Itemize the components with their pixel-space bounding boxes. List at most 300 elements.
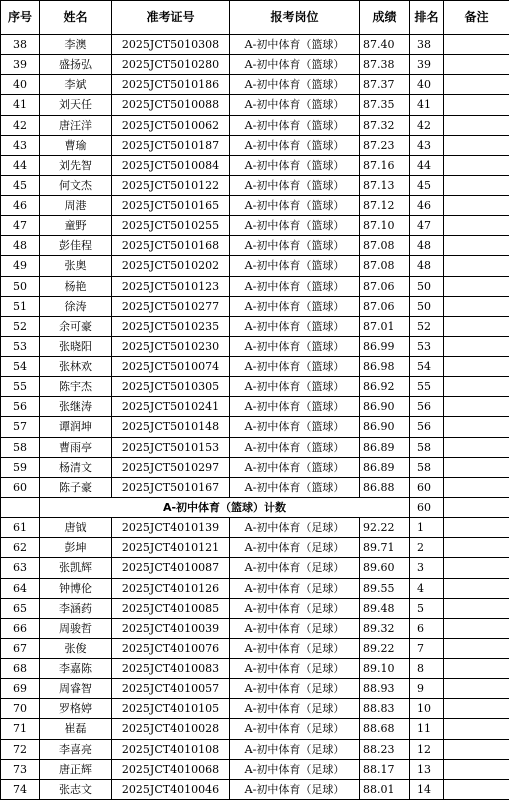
cell-rank: 46 [410, 196, 444, 216]
table-row [1, 216, 509, 236]
cell-name: 李涵药 [40, 598, 112, 618]
cell-rank: 48 [410, 256, 444, 276]
cell-ticket: 2025JCT4010039 [112, 618, 230, 638]
cell-seq: 48 [1, 236, 40, 256]
cell-post: A-初中体育（篮球） [230, 316, 360, 336]
cell-ticket: 2025JCT5010088 [112, 95, 230, 115]
cell-note [444, 538, 509, 558]
cell-seq: 50 [1, 276, 40, 296]
table-row [1, 618, 509, 638]
cell-seq: 73 [1, 759, 40, 779]
cell-score: 87.12 [360, 196, 410, 216]
cell-note [444, 739, 509, 759]
cell-seq: 52 [1, 316, 40, 336]
cell-score: 86.90 [360, 417, 410, 437]
cell-ticket: 2025JCT5010230 [112, 336, 230, 356]
cell-score: 86.90 [360, 397, 410, 417]
cell-name: 周骏哲 [40, 618, 112, 638]
cell-name: 周睿智 [40, 679, 112, 699]
cell-note [444, 397, 509, 417]
cell-note [444, 377, 509, 397]
cell-note [444, 759, 509, 779]
cell-note [444, 719, 509, 739]
cell-ticket: 2025JCT4010087 [112, 558, 230, 578]
cell-seq: 60 [1, 477, 40, 497]
table-row [1, 659, 509, 679]
table-row [1, 538, 509, 558]
cell-rank: 43 [410, 135, 444, 155]
cell-name: 杨艳 [40, 276, 112, 296]
cell-rank: 41 [410, 95, 444, 115]
cell-ticket: 2025JCT4010085 [112, 598, 230, 618]
cell-note [444, 216, 509, 236]
table-row [1, 477, 509, 497]
cell-score: 87.06 [360, 276, 410, 296]
cell-name: 何文杰 [40, 175, 112, 195]
cell-score: 86.98 [360, 357, 410, 377]
cell-seq: 43 [1, 135, 40, 155]
cell-score: 87.16 [360, 155, 410, 175]
cell-rank: 8 [410, 659, 444, 679]
cell-rank: 47 [410, 216, 444, 236]
cell-name: 陈子豪 [40, 477, 112, 497]
header-score: 成绩 [360, 1, 410, 35]
cell-score: 87.23 [360, 135, 410, 155]
table-row [1, 55, 509, 75]
cell-name: 唐钺 [40, 518, 112, 538]
cell-seq: 74 [1, 779, 40, 799]
cell-seq: 40 [1, 75, 40, 95]
cell-rank: 11 [410, 719, 444, 739]
cell-post: A-初中体育（足球） [230, 779, 360, 799]
cell-ticket: 2025JCT5010074 [112, 357, 230, 377]
cell-name: 钟博伦 [40, 578, 112, 598]
cell-ticket: 2025JCT5010122 [112, 175, 230, 195]
cell-post: A-初中体育（篮球） [230, 256, 360, 276]
cell-score: 87.32 [360, 115, 410, 135]
cell-rank: 48 [410, 236, 444, 256]
cell-name: 唐正辉 [40, 759, 112, 779]
cell-seq: 53 [1, 336, 40, 356]
cell-rank: 13 [410, 759, 444, 779]
cell-seq: 66 [1, 618, 40, 638]
cell-ticket: 2025JCT4010028 [112, 719, 230, 739]
cell-name: 童野 [40, 216, 112, 236]
cell-seq: 67 [1, 638, 40, 658]
cell-score: 89.22 [360, 638, 410, 658]
cell-score: 89.10 [360, 659, 410, 679]
cell-note [444, 135, 509, 155]
cell-rank: 52 [410, 316, 444, 336]
cell-post: A-初中体育（篮球） [230, 477, 360, 497]
cell-ticket: 2025JCT5010297 [112, 457, 230, 477]
table-row [1, 518, 509, 538]
cell-seq: 38 [1, 35, 40, 55]
cell-seq: 47 [1, 216, 40, 236]
table-row [1, 236, 509, 256]
cell-post: A-初中体育（足球） [230, 719, 360, 739]
cell-ticket: 2025JCT5010235 [112, 316, 230, 336]
cell-name: 周港 [40, 196, 112, 216]
basketball-rows [1, 35, 509, 498]
table-row [1, 95, 509, 115]
table-row [1, 417, 509, 437]
cell-post: A-初中体育（篮球） [230, 75, 360, 95]
cell-name: 盛扬弘 [40, 55, 112, 75]
cell-rank: 7 [410, 638, 444, 658]
cell-rank: 58 [410, 457, 444, 477]
cell-note [444, 75, 509, 95]
table-row [1, 316, 509, 336]
cell-note [444, 55, 509, 75]
cell-rank: 53 [410, 336, 444, 356]
cell-ticket: 2025JCT5010255 [112, 216, 230, 236]
table-row [1, 598, 509, 618]
table-row [1, 638, 509, 658]
cell-ticket: 2025JCT4010057 [112, 679, 230, 699]
cell-name: 刘先智 [40, 155, 112, 175]
table-row [1, 357, 509, 377]
cell-rank: 58 [410, 437, 444, 457]
cell-score: 87.08 [360, 256, 410, 276]
table-row [1, 779, 509, 799]
cell-name: 曹瑜 [40, 135, 112, 155]
cell-score: 86.88 [360, 477, 410, 497]
cell-ticket: 2025JCT5010308 [112, 35, 230, 55]
cell-score: 89.60 [360, 558, 410, 578]
cell-seq: 49 [1, 256, 40, 276]
cell-name: 张晓阳 [40, 336, 112, 356]
cell-rank: 39 [410, 55, 444, 75]
table-row [1, 115, 509, 135]
cell-score: 87.13 [360, 175, 410, 195]
table-row [1, 739, 509, 759]
cell-name: 李嘉陈 [40, 659, 112, 679]
cell-seq: 65 [1, 598, 40, 618]
cell-seq: 63 [1, 558, 40, 578]
summary-section [1, 498, 509, 518]
cell-note [444, 659, 509, 679]
cell-rank: 45 [410, 175, 444, 195]
cell-ticket: 2025JCT4010068 [112, 759, 230, 779]
cell-rank: 10 [410, 699, 444, 719]
cell-score: 89.55 [360, 578, 410, 598]
cell-ticket: 2025JCT5010148 [112, 417, 230, 437]
cell-seq: 46 [1, 196, 40, 216]
cell-note [444, 196, 509, 216]
cell-ticket: 2025JCT5010153 [112, 437, 230, 457]
cell-post: A-初中体育（足球） [230, 618, 360, 638]
cell-post: A-初中体育（足球） [230, 638, 360, 658]
header-post: 报考岗位 [230, 1, 360, 35]
cell-note [444, 437, 509, 457]
cell-note [444, 578, 509, 598]
cell-score: 88.23 [360, 739, 410, 759]
cell-note [444, 558, 509, 578]
cell-note [444, 457, 509, 477]
table-row [1, 578, 509, 598]
cell-post: A-初中体育（篮球） [230, 377, 360, 397]
cell-name: 李喜亮 [40, 739, 112, 759]
cell-seq: 51 [1, 296, 40, 316]
cell-ticket: 2025JCT5010168 [112, 236, 230, 256]
football-rows [1, 518, 509, 800]
cell-post: A-初中体育（篮球） [230, 196, 360, 216]
cell-post: A-初中体育（足球） [230, 518, 360, 538]
cell-rank: 1 [410, 518, 444, 538]
cell-score: 87.40 [360, 35, 410, 55]
table-row [1, 699, 509, 719]
cell-rank: 55 [410, 377, 444, 397]
cell-note [444, 598, 509, 618]
cell-note [444, 316, 509, 336]
cell-note [444, 155, 509, 175]
cell-ticket: 2025JCT5010187 [112, 135, 230, 155]
cell-score: 88.01 [360, 779, 410, 799]
cell-score: 87.37 [360, 75, 410, 95]
cell-ticket: 2025JCT4010105 [112, 699, 230, 719]
header-name: 姓名 [40, 1, 112, 35]
cell-score: 88.68 [360, 719, 410, 739]
cell-seq: 58 [1, 437, 40, 457]
cell-ticket: 2025JCT4010139 [112, 518, 230, 538]
cell-score: 87.35 [360, 95, 410, 115]
cell-rank: 42 [410, 115, 444, 135]
cell-name: 张林欢 [40, 357, 112, 377]
cell-ticket: 2025JCT5010084 [112, 155, 230, 175]
cell-note [444, 35, 509, 55]
cell-seq: 64 [1, 578, 40, 598]
cell-rank: 40 [410, 75, 444, 95]
cell-note [444, 638, 509, 658]
cell-seq: 61 [1, 518, 40, 538]
cell-ticket: 2025JCT5010202 [112, 256, 230, 276]
cell-seq: 59 [1, 457, 40, 477]
cell-rank: 56 [410, 417, 444, 437]
cell-score: 88.93 [360, 679, 410, 699]
cell-name: 陈宇杰 [40, 377, 112, 397]
cell-score: 88.83 [360, 699, 410, 719]
cell-post: A-初中体育（篮球） [230, 115, 360, 135]
cell-note [444, 336, 509, 356]
cell-ticket: 2025JCT5010277 [112, 296, 230, 316]
cell-ticket: 2025JCT5010123 [112, 276, 230, 296]
cell-score: 86.99 [360, 336, 410, 356]
cell-name: 彭坤 [40, 538, 112, 558]
cell-name: 张继涛 [40, 397, 112, 417]
cell-post: A-初中体育（篮球） [230, 397, 360, 417]
summary-count: 60 [410, 498, 444, 518]
cell-score: 86.89 [360, 457, 410, 477]
cell-ticket: 2025JCT5010062 [112, 115, 230, 135]
table-row [1, 457, 509, 477]
cell-rank: 3 [410, 558, 444, 578]
cell-rank: 2 [410, 538, 444, 558]
cell-score: 87.38 [360, 55, 410, 75]
cell-rank: 56 [410, 397, 444, 417]
cell-name: 罗格婷 [40, 699, 112, 719]
cell-ticket: 2025JCT5010241 [112, 397, 230, 417]
cell-post: A-初中体育（篮球） [230, 236, 360, 256]
table-row [1, 75, 509, 95]
cell-note [444, 276, 509, 296]
cell-score: 92.22 [360, 518, 410, 538]
cell-post: A-初中体育（篮球） [230, 175, 360, 195]
table-row [1, 719, 509, 739]
cell-note [444, 518, 509, 538]
cell-seq: 39 [1, 55, 40, 75]
cell-rank: 38 [410, 35, 444, 55]
cell-rank: 44 [410, 155, 444, 175]
table-row [1, 558, 509, 578]
cell-seq: 41 [1, 95, 40, 115]
cell-post: A-初中体育（篮球） [230, 135, 360, 155]
cell-note [444, 95, 509, 115]
cell-post: A-初中体育（足球） [230, 679, 360, 699]
cell-note [444, 256, 509, 276]
cell-rank: 54 [410, 357, 444, 377]
cell-seq: 42 [1, 115, 40, 135]
summary-label: A-初中体育（篮球）计数 [40, 498, 410, 518]
cell-rank: 50 [410, 276, 444, 296]
cell-score: 88.17 [360, 759, 410, 779]
cell-post: A-初中体育（篮球） [230, 276, 360, 296]
cell-name: 李澳 [40, 35, 112, 55]
cell-post: A-初中体育（足球） [230, 699, 360, 719]
cell-ticket: 2025JCT5010186 [112, 75, 230, 95]
cell-post: A-初中体育（足球） [230, 578, 360, 598]
cell-rank: 5 [410, 598, 444, 618]
cell-score: 87.10 [360, 216, 410, 236]
table-row [1, 679, 509, 699]
cell-seq: 57 [1, 417, 40, 437]
cell-seq: 54 [1, 357, 40, 377]
cell-post: A-初中体育（足球） [230, 759, 360, 779]
cell-rank: 50 [410, 296, 444, 316]
cell-score: 89.48 [360, 598, 410, 618]
cell-note [444, 115, 509, 135]
cell-score: 86.92 [360, 377, 410, 397]
cell-rank: 14 [410, 779, 444, 799]
cell-note [444, 679, 509, 699]
table-row [1, 336, 509, 356]
cell-ticket: 2025JCT5010305 [112, 377, 230, 397]
cell-post: A-初中体育（足球） [230, 659, 360, 679]
cell-post: A-初中体育（篮球） [230, 457, 360, 477]
cell-ticket: 2025JCT5010165 [112, 196, 230, 216]
cell-name: 杨清文 [40, 457, 112, 477]
cell-ticket: 2025JCT4010126 [112, 578, 230, 598]
cell-ticket: 2025JCT4010108 [112, 739, 230, 759]
cell-ticket: 2025JCT5010167 [112, 477, 230, 497]
cell-post: A-初中体育（足球） [230, 598, 360, 618]
cell-ticket: 2025JCT4010083 [112, 659, 230, 679]
cell-name: 崔磊 [40, 719, 112, 739]
cell-seq: 70 [1, 699, 40, 719]
header-rank: 排名 [410, 1, 444, 35]
cell-note [444, 175, 509, 195]
cell-post: A-初中体育（篮球） [230, 95, 360, 115]
cell-note [444, 618, 509, 638]
cell-name: 张凯辉 [40, 558, 112, 578]
table-row [1, 296, 509, 316]
cell-post: A-初中体育（篮球） [230, 437, 360, 457]
cell-name: 李斌 [40, 75, 112, 95]
cell-post: A-初中体育（篮球） [230, 35, 360, 55]
cell-post: A-初中体育（篮球） [230, 296, 360, 316]
summary-row [1, 498, 509, 518]
cell-note [444, 296, 509, 316]
cell-rank: 60 [410, 477, 444, 497]
cell-post: A-初中体育（篮球） [230, 357, 360, 377]
cell-note [444, 779, 509, 799]
cell-name: 张俊 [40, 638, 112, 658]
cell-note [444, 699, 509, 719]
table-row [1, 437, 509, 457]
cell-rank: 6 [410, 618, 444, 638]
cell-score: 89.32 [360, 618, 410, 638]
cell-seq: 44 [1, 155, 40, 175]
cell-score: 87.08 [360, 236, 410, 256]
cell-seq: 72 [1, 739, 40, 759]
cell-post: A-初中体育（足球） [230, 538, 360, 558]
cell-name: 谭润坤 [40, 417, 112, 437]
table-header [1, 1, 509, 35]
cell-rank: 4 [410, 578, 444, 598]
cell-note [444, 236, 509, 256]
cell-seq: 71 [1, 719, 40, 739]
cell-score: 86.89 [360, 437, 410, 457]
table-row [1, 196, 509, 216]
cell-note [444, 357, 509, 377]
cell-post: A-初中体育（篮球） [230, 336, 360, 356]
header-ticket: 准考证号 [112, 1, 230, 35]
cell-ticket: 2025JCT4010046 [112, 779, 230, 799]
cell-ticket: 2025JCT4010121 [112, 538, 230, 558]
cell-name: 张志文 [40, 779, 112, 799]
header-row [1, 1, 509, 35]
table-row [1, 35, 509, 55]
header-seq: 序号 [1, 1, 40, 35]
cell-seq: 56 [1, 397, 40, 417]
cell-seq: 62 [1, 538, 40, 558]
cell-seq: 55 [1, 377, 40, 397]
cell-name: 刘天任 [40, 95, 112, 115]
header-note: 备注 [444, 1, 509, 35]
cell-ticket: 2025JCT4010076 [112, 638, 230, 658]
table-row [1, 759, 509, 779]
table-row [1, 276, 509, 296]
cell-score: 89.71 [360, 538, 410, 558]
cell-rank: 9 [410, 679, 444, 699]
table-row [1, 135, 509, 155]
cell-name: 张奥 [40, 256, 112, 276]
cell-post: A-初中体育（足球） [230, 558, 360, 578]
table-row [1, 175, 509, 195]
cell-ticket: 2025JCT5010280 [112, 55, 230, 75]
table-row [1, 377, 509, 397]
table-row [1, 155, 509, 175]
cell-post: A-初中体育（篮球） [230, 55, 360, 75]
cell-seq: 69 [1, 679, 40, 699]
table-row [1, 397, 509, 417]
cell-name: 彭佳程 [40, 236, 112, 256]
cell-name: 徐涛 [40, 296, 112, 316]
table-row [1, 256, 509, 276]
cell-name: 唐汪洋 [40, 115, 112, 135]
cell-note [444, 417, 509, 437]
cell-name: 余可豪 [40, 316, 112, 336]
